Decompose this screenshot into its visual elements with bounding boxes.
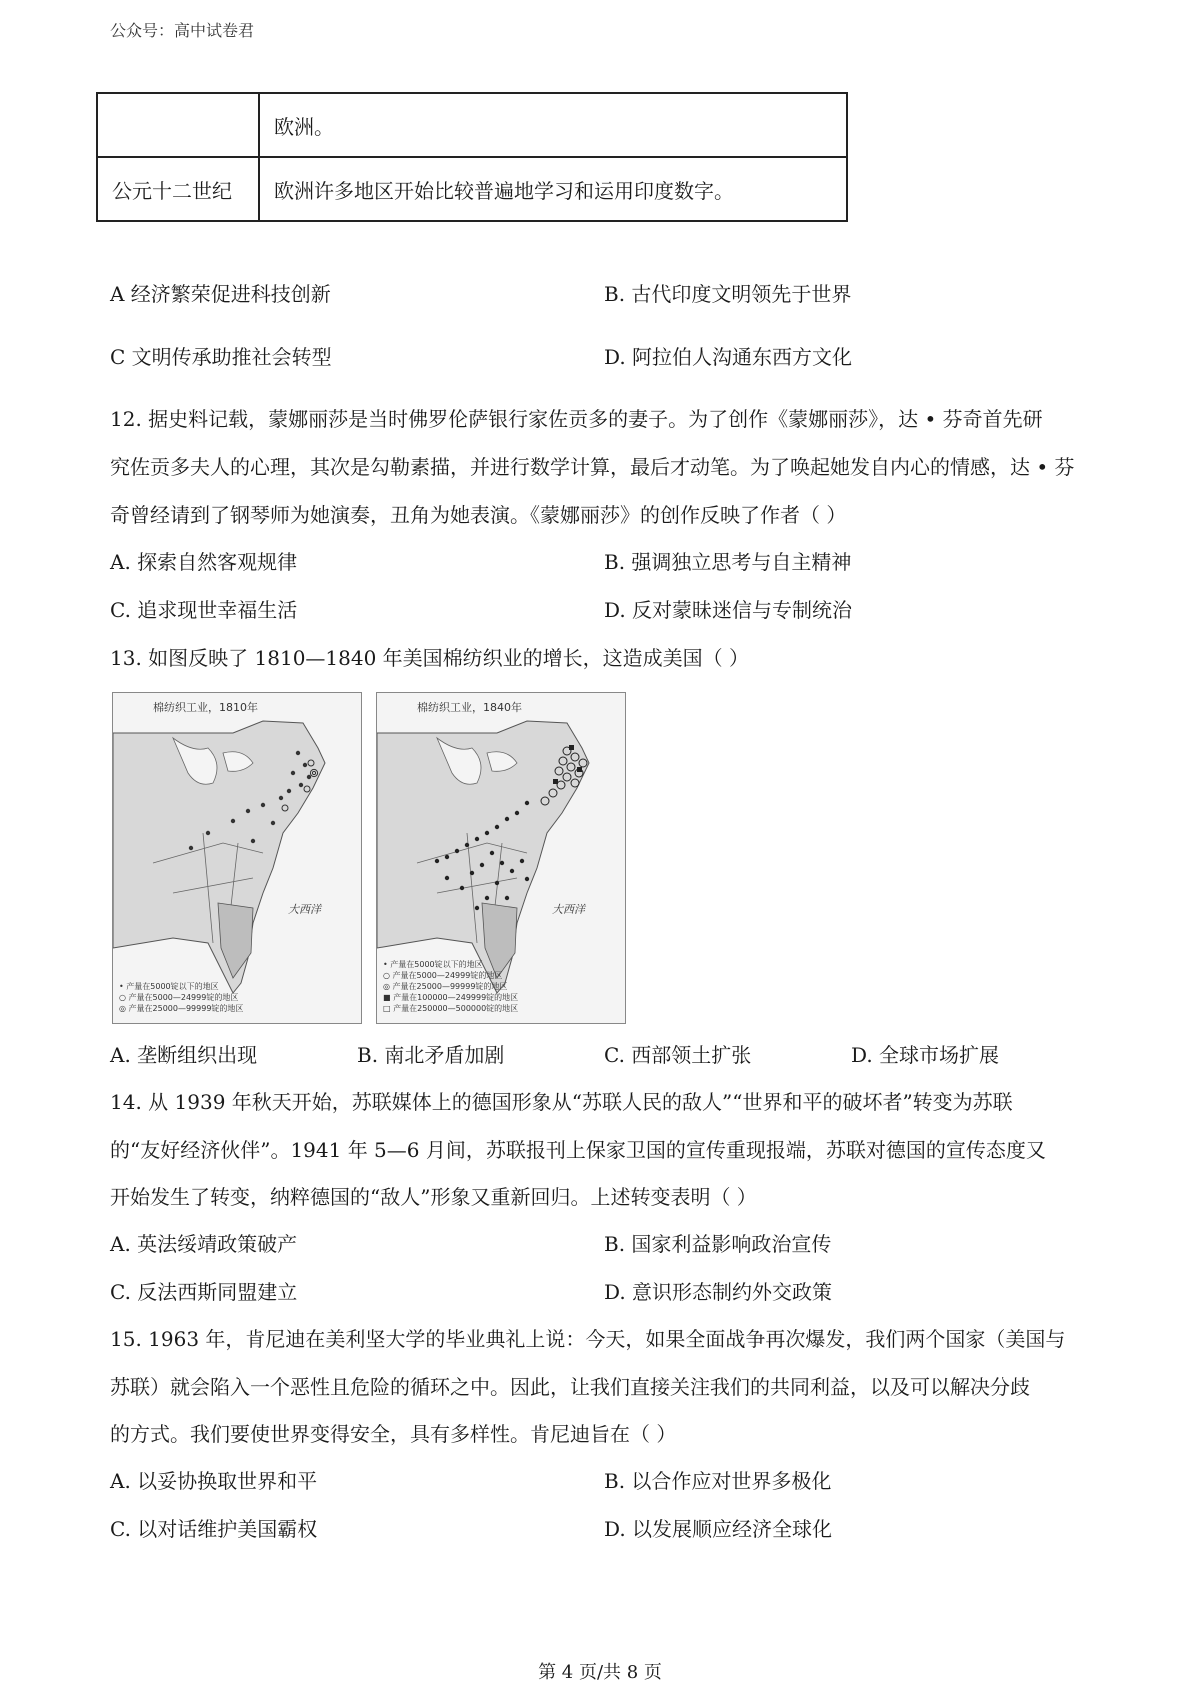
- q15-option-a[interactable]: A. 以妥协换取世界和平: [110, 1469, 318, 1493]
- table-row: [97, 157, 847, 221]
- table-cell-event: 欧洲。: [259, 93, 847, 157]
- map-1810-legend-item: ◎ 产量在25000—99999锭的地区: [119, 1004, 244, 1013]
- map-1840-legend-item: • 产量在5000锭以下的地区: [383, 960, 483, 969]
- map-1840-legend-item: ◎ 产量在25000—99999锭的地区: [383, 982, 508, 991]
- q15-option-c[interactable]: C. 以对话维护美国霸权: [110, 1517, 318, 1541]
- q11-option-c[interactable]: C 文明传承助推社会转型: [110, 345, 332, 369]
- q14-option-b[interactable]: B. 国家利益影响政治宣传: [604, 1232, 832, 1256]
- q13-option-d[interactable]: D. 全球市场扩展: [851, 1043, 1000, 1067]
- q15-stem-line-3: 的方式。我们要使世界变得安全，具有多样性。肯尼迪旨在（ ）: [110, 1422, 677, 1446]
- q14-option-d[interactable]: D. 意识形态制约外交政策: [604, 1280, 833, 1304]
- continuation-table: [96, 92, 848, 222]
- table-cell-event: 欧洲许多地区开始比较普遍地学习和运用印度数字。: [259, 157, 847, 221]
- page-header: 公众号：高中试卷君: [110, 21, 255, 40]
- q15-stem-line-1: 15. 1963 年，肯尼迪在美利坚大学的毕业典礼上说：今天，如果全面战争再次爆发，我们两个国家（美国与: [110, 1327, 1066, 1351]
- q15-option-d[interactable]: D. 以发展顺应经济全球化: [604, 1517, 833, 1541]
- q14-stem-line-3: 开始发生了转变，纳粹德国的“敌人”形象又重新回归。上述转变表明（ ）: [110, 1185, 757, 1209]
- q11-option-a[interactable]: A 经济繁荣促进科技创新: [110, 282, 331, 306]
- map-1810-ocean-label: 大西洋: [288, 903, 321, 916]
- q15-option-b[interactable]: B. 以合作应对世界多极化: [604, 1469, 832, 1493]
- map-1840-ocean-label: 大西洋: [552, 903, 585, 916]
- q12-option-b[interactable]: B. 强调独立思考与自主精神: [604, 550, 852, 574]
- map-1810-legend-item: ○ 产量在5000—24999锭的地区: [119, 993, 239, 1002]
- q13-option-b[interactable]: B. 南北矛盾加剧: [357, 1043, 505, 1067]
- map-1840-legend-item: ■ 产量在100000—249999锭的地区: [383, 993, 519, 1002]
- map-1840-legend-item: ○ 产量在5000—24999锭的地区: [383, 971, 503, 980]
- q12-stem-line-1: 12. 据史料记载，蒙娜丽莎是当时佛罗伦萨银行家佐贡多的妻子。为了创作《蒙娜丽莎》，达 • 芬奇首先研: [110, 407, 1043, 431]
- q14-option-a[interactable]: A. 英法绥靖政策破产: [110, 1232, 298, 1256]
- q12-option-a[interactable]: A. 探索自然客观规律: [110, 550, 298, 574]
- q11-option-d[interactable]: D. 阿拉伯人沟通东西方文化: [604, 345, 853, 369]
- table-row: [97, 93, 847, 157]
- q14-stem-line-1: 14. 从 1939 年秋天开始，苏联媒体上的德国形象从“苏联人民的敌人”“世界和平的破坏者”转变为苏联: [110, 1090, 1013, 1114]
- q12-option-d[interactable]: D. 反对蒙昧迷信与专制统治: [604, 598, 853, 622]
- table-cell-era: 公元十二世纪: [97, 157, 259, 221]
- q11-option-b[interactable]: B. 古代印度文明领先于世界: [604, 282, 852, 306]
- q14-stem-line-2: 的“友好经济伙伴”。1941 年 5—6 月间，苏联报刊上保家卫国的宣传重现报端，苏联对德国的宣传态度又: [110, 1138, 1046, 1162]
- map-1810-title: 棉纺织工业，1810年: [153, 701, 258, 714]
- table-cell-era: [97, 93, 259, 157]
- q13-option-c[interactable]: C. 西部领土扩张: [604, 1043, 752, 1067]
- map-1840-legend-item: □ 产量在250000—500000锭的地区: [383, 1004, 519, 1013]
- map-1810: [112, 692, 362, 1024]
- q12-stem-line-3: 奇曾经请到了钢琴师为她演奏，丑角为她表演。《蒙娜丽莎》的创作反映了作者（ ）: [110, 503, 847, 527]
- q14-option-c[interactable]: C. 反法西斯同盟建立: [110, 1280, 298, 1304]
- map-1840-title: 棉纺织工业，1840年: [417, 701, 522, 714]
- map-1840: [376, 692, 626, 1024]
- page-footer: 第 4 页/共 8 页: [538, 1662, 662, 1683]
- q13-stem: 13. 如图反映了 1810—1840 年美国棉纺织业的增长，这造成美国（ ）: [110, 646, 750, 670]
- map-1810-legend-item: • 产量在5000锭以下的地区: [119, 982, 219, 991]
- q12-option-c[interactable]: C. 追求现世幸福生活: [110, 598, 298, 622]
- q15-stem-line-2: 苏联）就会陷入一个恶性且危险的循环之中。因此，让我们直接关注我们的共同利益，以及可以解决分歧: [110, 1375, 1030, 1399]
- q13-option-a[interactable]: A. 垄断组织出现: [110, 1043, 258, 1067]
- q12-stem-line-2: 究佐贡多夫人的心理，其次是勾勒素描，并进行数学计算，最后才动笔。为了唤起她发自内心的情感，达 • 芬: [110, 455, 1075, 479]
